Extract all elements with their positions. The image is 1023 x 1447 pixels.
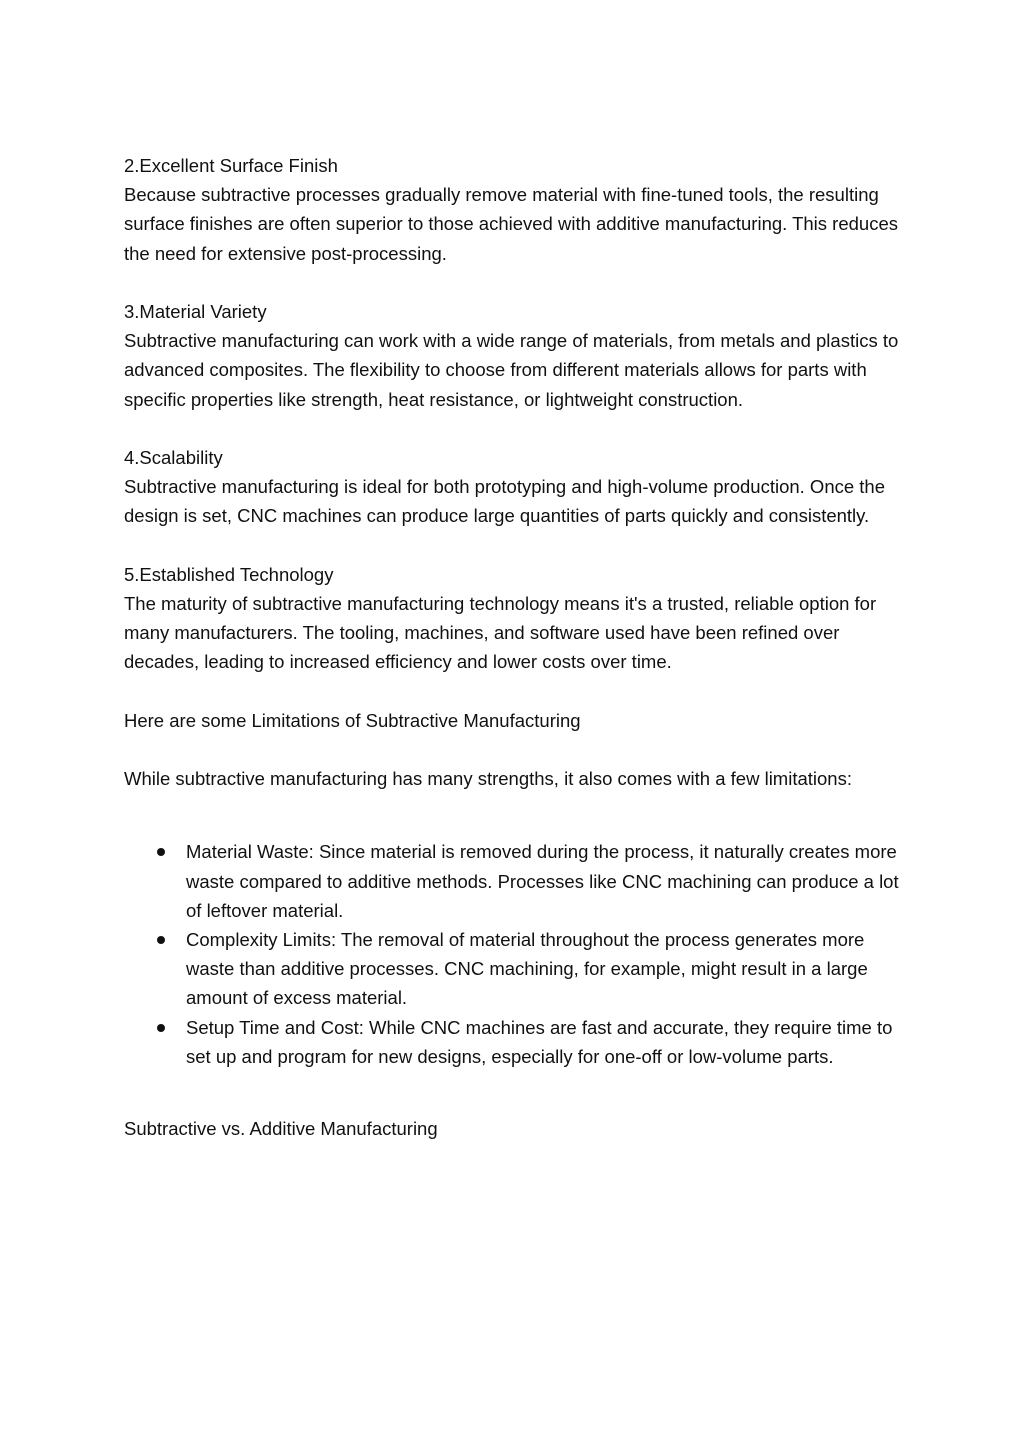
spacer (124, 677, 904, 706)
limitations-heading: Here are some Limitations of Subtractive Manufacturing (124, 709, 581, 731)
bullet-icon (157, 936, 165, 944)
section-body: The maturity of subtractive manufacturing technology means it's a trusted, reliable option for many manufacturers. The tooling, machines, and software used have been refined over decades, leading to increased efficiency and lower costs over time. (124, 593, 877, 673)
section-body: Subtractive manufacturing is ideal for both prototyping and high-volume production. Once the design is set, CNC machines can produce large quantities of parts quickly and consistently. (124, 476, 886, 527)
spacer (124, 531, 904, 560)
section-heading: 5.Established Technology (124, 563, 334, 585)
list-item (124, 925, 904, 1013)
document-page (124, 151, 904, 1143)
section-body: Subtractive manufacturing can work with a wide range of materials, from metals and plastics to advanced composites. The flexibility to choose from different materials allows for parts with specific properties like strength, heat resistance, or lightweight construction. (124, 330, 899, 410)
list-item (124, 1013, 904, 1071)
section-heading: 2.Excellent Surface Finish (124, 155, 338, 176)
list-item (124, 837, 904, 925)
spacer (124, 735, 904, 764)
limitations-list (124, 837, 904, 1071)
list-item-text: Setup Time and Cost: While CNC machines are fast and accurate, they require time to set up and program for new designs, especially for one-off or low-volume parts. (186, 1016, 893, 1067)
bullet-icon (157, 1024, 165, 1032)
section-heading: 3.Material Variety (124, 301, 267, 322)
list-item-text: Complexity Limits: The removal of material throughout the process generates more waste than additive processes. CNC machining, for example, might result in a large amount of excess material. (186, 929, 868, 1009)
spacer (124, 414, 904, 443)
limitations-intro: While subtractive manufacturing has many strengths, it also comes with a few limitations: (124, 768, 852, 790)
list-item-text: Material Waste: Since material is removed during the process, it naturally creates more waste compared to additive methods. Processes like CNC machining can produce a lot of leftover material. (186, 841, 899, 921)
comparison-heading: Subtractive vs. Additive Manufacturing (124, 1118, 438, 1140)
spacer (124, 1071, 904, 1114)
section-heading: 4.Scalability (124, 447, 223, 468)
spacer (124, 793, 904, 837)
bullet-icon (157, 848, 165, 856)
section-body: Because subtractive processes gradually remove material with fine-tuned tools, the resulting surface finishes are often superior to those achieved with additive manufacturing. This reduces the need for extensive post-processing. (124, 184, 899, 264)
spacer (124, 268, 904, 297)
